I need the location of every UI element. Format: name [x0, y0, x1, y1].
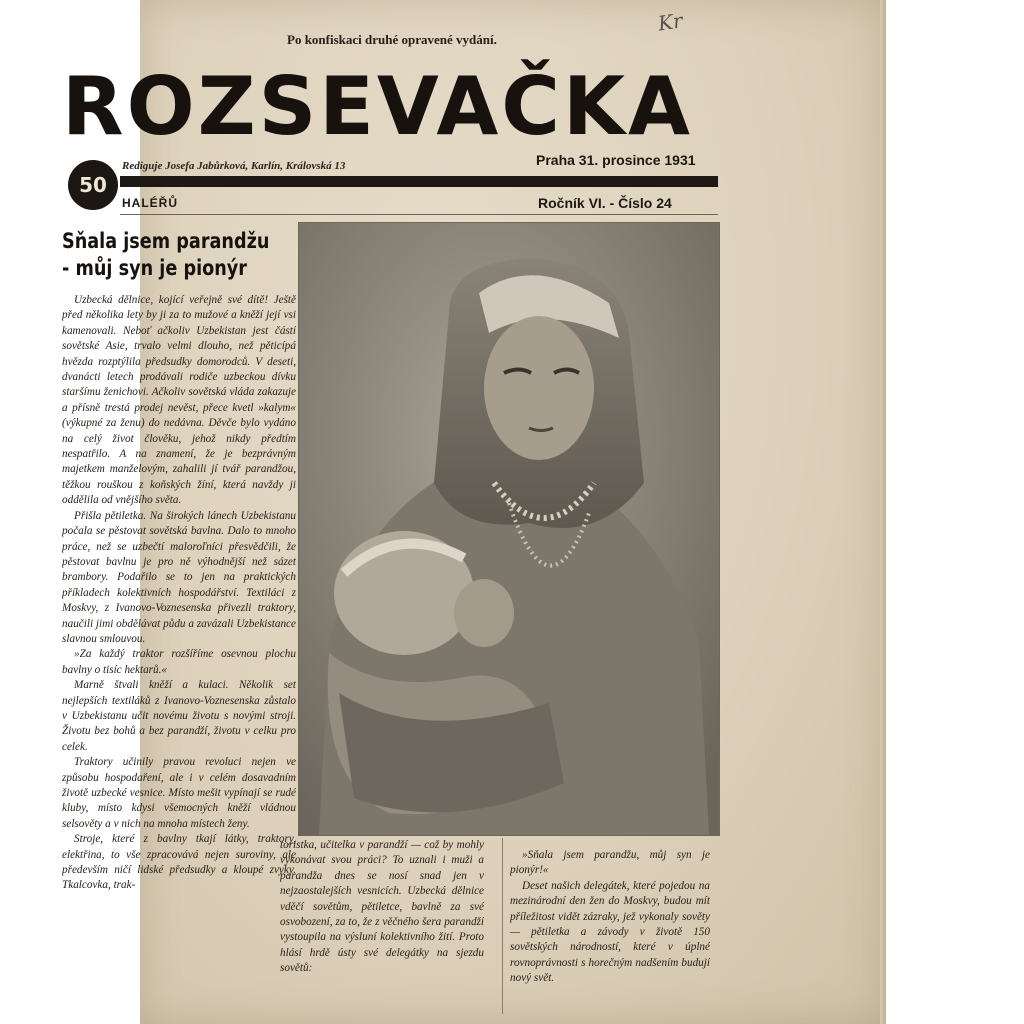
paragraph: Stroje, které z bavlny tkají látky, traktory, elektřina, to vše zpracovává nejen suroviny, ale především ničí lidské předsudky a kloupé zvyky. Tkalcovka, trak-	[62, 833, 296, 892]
article-column-1	[62, 293, 296, 1015]
article-column-2	[280, 838, 484, 1018]
paragraph: Přišla pětiletka. Na širokých lánech Uzbekistanu počala se pěstovat sovětská bavlna. Dalo to mnoho práce, než se uzbečtí maloroľníci přesvědčili, že pěstovat bavlnu je pro ně výhodnější než sázet brambory. Podařilo se to jen na praktických příkladech kolektivních hospodářství. Textiláci z Moskvy, z Ivanovo-Voznesenska přivezli traktory, naučili jimi obdělávat půdu a zavázali Uzbekistance slavnou smlouvou.	[62, 509, 296, 645]
article-column-3	[510, 848, 710, 1018]
price-unit: HALÉŘŮ	[122, 196, 178, 210]
headline-line-2: - můj syn je pionýr	[62, 256, 247, 280]
masthead-title: ROZSEVAČKA	[62, 60, 693, 153]
issue-date: Praha 31. prosince 1931	[536, 152, 696, 168]
price-value: 50	[79, 173, 107, 197]
paragraph: Uzbecká dělnice, kojící veřejně své dítě! Ještě před několika lety by ji za to mužové a kněží její vsi kamenovali. Neboť ačkoliv Uzbekistan jest částí sovětské Asie, trvalo velmi dlouho, než pěticípá hvězda rozptýlila předsudky domorodců. V deseti, dvanácti letech prodávali rodiče uzbeckou dívku staršímu ženichovi. Ačkoliv sovětská vláda zakazuje a přísně trestá prodej nevěst, přece kvetl »kalym« (výkupné za ženu) do nedávna. Děvče bylo vydáno na celý život člověku, jehož nikdy předtím nespatřilo. A na znamení, že je bezprávným majetkem manželovým, zahalili jí tvář parandžou, těžkou rouškou z koňských žíní, která navždy ji oddělila od vnějšího světa.	[62, 294, 296, 507]
article-headline	[62, 228, 270, 282]
paragraph: »Sňala jsem parandžu, můj syn je pionýr!«	[510, 849, 710, 877]
headline-line-1: Sňala jsem parandžu	[62, 229, 270, 253]
paragraph: Traktory učinily pravou revoluci nejen ve způsobu hospodaření, ale i v celém dosavadním životě uzbecké vesnice. Místo mešit vypínají se rudé kluby, místo kdysi všemocných kněží vládnou selsověty a v nich na mnoha místech ženy.	[62, 756, 296, 830]
paragraph: »Za každý traktor rozšíříme osevnou plochu bavlny o tisíc hektarů.«	[62, 648, 296, 676]
woman-face	[484, 316, 594, 460]
thin-rule	[120, 214, 718, 215]
price-badge	[68, 160, 118, 210]
paragraph: Marně štvali kněží a kulaci. Několik set nejlepších textiláků z Ivanovo-Voznesenska zůstalo v Uzbekistanu učit novému životu s novými stroji. Životu bez bohů a bez parandží, životu v celku pro celek.	[62, 679, 296, 753]
breast	[454, 579, 514, 647]
masthead-rule	[120, 176, 718, 187]
editor-line: Rediguje Josefa Jabůrková, Karlín, Královská 13	[122, 160, 346, 172]
edition-note: Po konfiskaci druhé opravené vydání.	[287, 32, 497, 47]
paragraph: toristka, učitelka v parandží — což by mohly vykonávat svou práci? To uznali i muži a parandža dnes se nosí snad jen v nejzaostalejších vesnicích. Uzbecká dělnice vděčí sovětům, pětiletce, bavlně za své osvobození, za to, že z věčného šera parandží vystoupila na výsluní kolektivního žití. Proto hlásí hrdě ústy své delegátky na sjezdu sovětů:	[280, 839, 484, 975]
volume-issue: Ročník VI. - Číslo 24	[538, 195, 672, 211]
paragraph: Deset našich delegátek, které pojedou na mezinárodní den žen do Moskvy, budou mít příležitost vidět zázraky, jež vykonaly sověty — pětiletka a závody v životě 150 sovětských národností, které v úplné rovnoprávnosti s horečným nadšením budují nový svět.	[510, 879, 710, 985]
handwritten-mark: Kr	[656, 8, 685, 36]
column-divider	[502, 838, 503, 1014]
photo-mother-and-child	[298, 222, 720, 836]
photo-illustration	[299, 223, 719, 835]
